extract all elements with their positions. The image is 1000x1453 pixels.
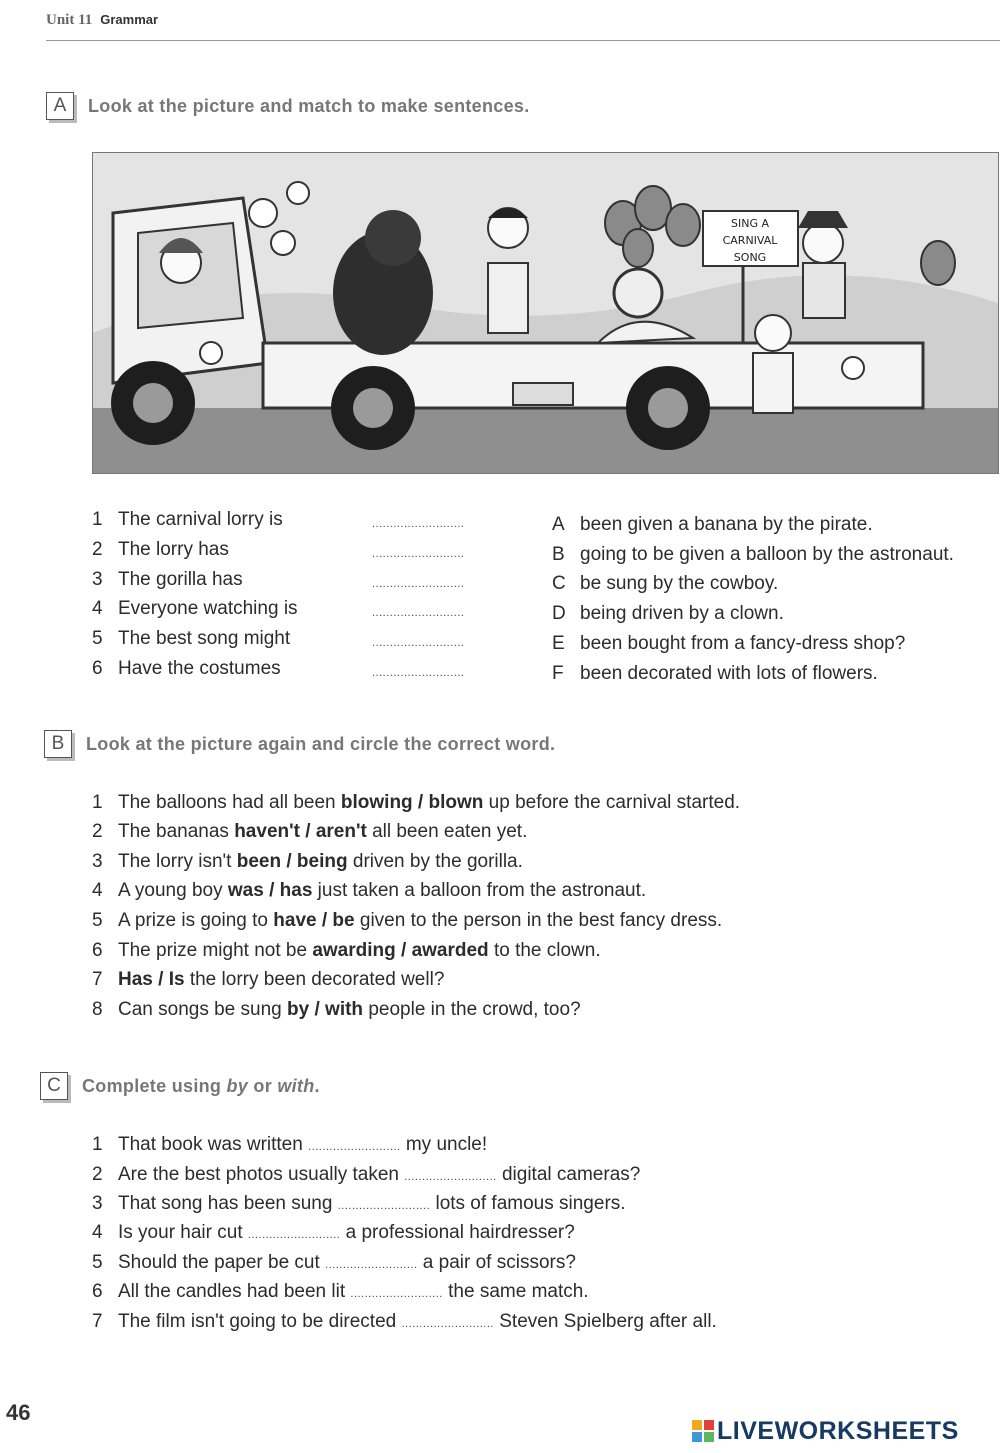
choice-option[interactable]: Is [168, 969, 185, 990]
header-rule [46, 40, 1000, 41]
choice-option[interactable]: blown [428, 792, 484, 813]
section-c-item: 4 Is your hair cut .......................... a professional hairdresser? [92, 1222, 575, 1243]
section-a-header [46, 92, 530, 120]
section-c-item: 5 Should the paper be cut .......................... a pair of scissors? [92, 1252, 576, 1273]
section-a-option: E been bought from a fancy-dress shop? [552, 633, 906, 654]
section-a-option: B going to be given a balloon by the astronaut. [552, 544, 954, 565]
answer-blank[interactable]: .......................... [372, 607, 465, 619]
answer-blank[interactable]: .......................... [372, 667, 465, 679]
section-c-item: 6 All the candles had been lit .......................... the same match. [92, 1281, 589, 1302]
choice-option[interactable]: by [287, 999, 310, 1020]
liveworksheets-logo [692, 1417, 959, 1446]
section-a-item: 6 Have the costumes [92, 658, 281, 679]
section-b-item: 7 Has / Is the lorry been decorated well? [92, 969, 445, 990]
section-c-item: 1 That book was written .......................... my uncle! [92, 1134, 488, 1155]
section-a-item: 5 The best song might [92, 628, 291, 649]
carnival-illustration [92, 152, 999, 474]
section-c-header [40, 1072, 320, 1100]
section-b-item: 2 The bananas haven't / aren't all been eaten yet. [92, 821, 528, 842]
carnival-lorry-drawing [93, 153, 998, 473]
section-c-item: 2 Are the best photos usually taken .......................... digital cameras? [92, 1164, 641, 1185]
section-b-item: 3 The lorry isn't been / being driven by the gorilla. [92, 851, 523, 872]
choice-option[interactable]: being [296, 851, 348, 872]
choice-option[interactable]: haven't [234, 821, 300, 842]
section-a-title: Look at the picture and match to make sentences. [88, 96, 530, 117]
answer-blank[interactable]: .......................... [325, 1259, 418, 1271]
choice-option[interactable]: Has [118, 969, 153, 990]
answer-blank[interactable]: .......................... [247, 1229, 341, 1241]
choice-option[interactable]: have [273, 910, 317, 931]
answer-blank[interactable]: .......................... [308, 1141, 401, 1153]
choice-option[interactable]: was [227, 880, 264, 901]
choice-option[interactable]: has [279, 880, 313, 901]
answer-blank[interactable]: .......................... [350, 1288, 443, 1300]
answer-blank[interactable]: .......................... [372, 578, 465, 590]
section-a-item: 2 The lorry has [92, 539, 229, 560]
choice-option[interactable]: aren't [315, 821, 367, 842]
choice-option[interactable]: be [332, 910, 355, 931]
section-b-title: Look at the picture again and circle the correct word. [86, 734, 556, 755]
choice-option[interactable]: been [236, 851, 282, 872]
section-a-letter: A [46, 92, 74, 120]
choice-option[interactable]: awarded [411, 940, 489, 961]
sign-line-2: CARNIVAL [722, 234, 778, 247]
logo-text: LIVEWORKSHEETS [717, 1417, 959, 1445]
section-b-item: 8 Can songs be sung by / with people in the crowd, too? [92, 999, 581, 1020]
section-c-item: 3 That song has been sung .......................... lots of famous singers. [92, 1193, 626, 1214]
unit-number: Unit 11 [46, 12, 93, 28]
answer-blank[interactable]: .......................... [337, 1200, 431, 1212]
section-a-item: 4 Everyone watching is [92, 598, 298, 619]
choice-option[interactable]: awarding [312, 940, 396, 961]
section-a-option: A been given a banana by the pirate. [552, 514, 873, 535]
section-c-letter: C [40, 1072, 68, 1100]
section-a-item: 1 The carnival lorry is [92, 509, 283, 530]
section-b-letter: B [44, 730, 72, 758]
section-c-item: 7 The film isn't going to be directed .......................... Steven Spielberg after all. [92, 1311, 717, 1332]
answer-blank[interactable]: .......................... [404, 1171, 497, 1183]
section-b-item: 6 The prize might not be awarding / awarded to the clown. [92, 940, 601, 961]
unit-section: Grammar [100, 12, 159, 27]
answer-blank[interactable]: .......................... [372, 637, 465, 649]
section-a-item: 3 The gorilla has [92, 569, 243, 590]
answer-blank[interactable]: .......................... [372, 548, 465, 560]
answer-blank[interactable]: .......................... [372, 518, 465, 530]
section-c-title: Complete using by or with. [82, 1076, 320, 1097]
section-b-header [44, 730, 555, 758]
unit-header [46, 12, 158, 29]
section-a-option: C be sung by the cowboy. [552, 573, 779, 594]
choice-option[interactable]: with [325, 999, 364, 1020]
answer-blank[interactable]: .......................... [401, 1318, 494, 1330]
sign-line-1: SING A [730, 217, 770, 230]
section-b-item: 4 A young boy was / has just taken a balloon from the astronaut. [92, 880, 647, 901]
choice-option[interactable]: blowing [340, 792, 413, 813]
section-a-option: D being driven by a clown. [552, 603, 784, 624]
section-a-option: F been decorated with lots of flowers. [552, 663, 878, 684]
liveworksheets-logo-icon [692, 1420, 714, 1442]
sign-line-3: SONG [733, 251, 767, 264]
section-b-item: 1 The balloons had all been blowing / blown up before the carnival started. [92, 792, 741, 813]
section-b-item: 5 A prize is going to have / be given to the person in the best fancy dress. [92, 910, 723, 931]
page-number: 46 [6, 1400, 31, 1425]
